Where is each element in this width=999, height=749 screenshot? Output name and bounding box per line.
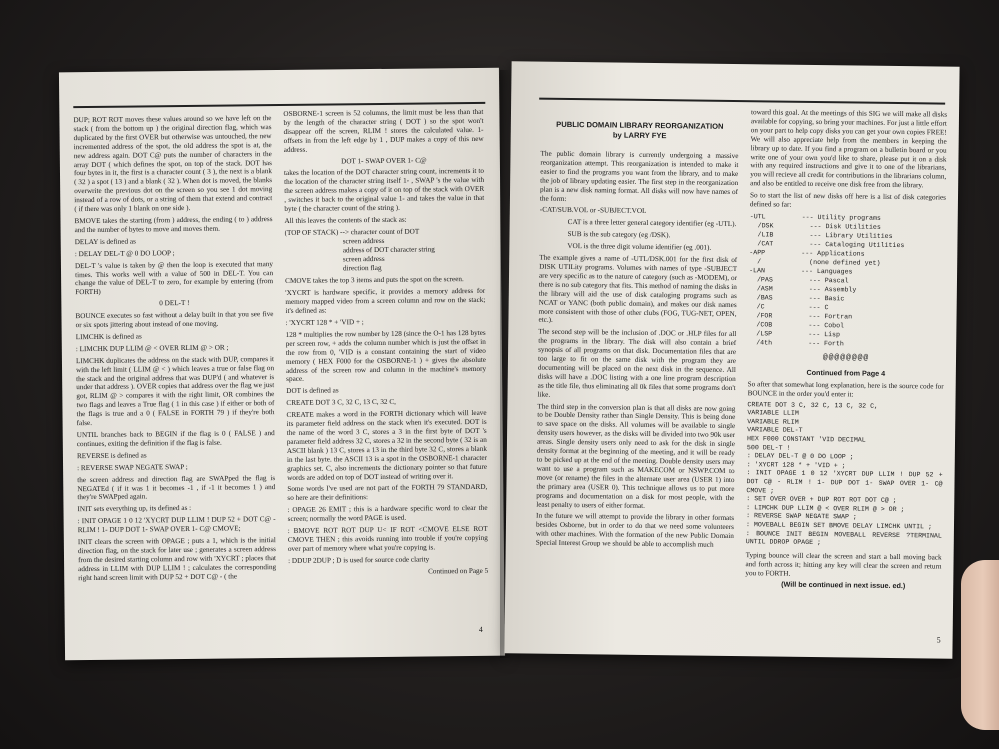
paragraph: UNTIL branches back to BEGIN if the flag is 0 ( FALSE ) and continues, exiting the definition if the flag is false. — [76, 429, 275, 449]
code-line: HEX F000 CONSTANT 'VID DECIMAL — [746, 435, 866, 444]
paragraph: CMOVE takes the top 3 items and puts the spot on the screen. — [285, 275, 464, 286]
code-line: : BOUNCE INIT BEGIN MOVEBALL REVERSE ?TERMINAL UNTIL DDROP OPAGE ; — [745, 529, 942, 547]
stack-top: (TOP OF STACK) --> character count of DOT — [284, 227, 420, 237]
category-desc: --- Library Utilities — [809, 231, 893, 240]
paragraph: takes the location of the DOT character string count, increments it to the location of the character string itself 1- , SWAP 's the value with the screen address makes a copy of it on top of the stack with OVER , switches it back to the original value 1- and takes the value in that byte ( the character count of the string ). — [283, 167, 485, 214]
left-page — [59, 68, 505, 661]
code-line: : LIMCHK DUP LLIM @ < OVER RLIM @ > OR ; — [746, 503, 905, 513]
paragraph: SUB is the sub category (eg /DSK). — [567, 230, 671, 240]
code-line: CREATE DOT 3 C, 32 C, 13 C, 32 C, — [747, 400, 879, 410]
category-desc: --- Utility programs — [801, 213, 881, 222]
paragraph: In the future we will attempt to provide the library in other formats besides Osborne, but in order to do that we need some volunteers with other machines. With the formation of the new Public Domain Special Interest Group we should be able to accomplish much — [535, 512, 735, 549]
stack-item: direction flag — [342, 263, 382, 272]
category-code: -LAN — [749, 267, 765, 275]
category-desc: --- Cataloging Utilities — [809, 240, 905, 250]
code-line: : SET OVER OVER + DUP ROT ROT DOT C@ ; — [746, 495, 897, 505]
code-line: : MOVEBALL BEGIN SET BMOVE DELAY LIMCHK UNTIL ; — [745, 521, 933, 531]
code-line: : INIT OPAGE 1 0 12 'XYCRT DUP LLIM ! DUP 52 + DOT C@ - RLIM ! 1- DUP DOT 1- SWAP OVER 1- C@ CMOVE; — [77, 515, 276, 535]
category-code: /ASM — [756, 285, 773, 293]
paragraph: INIT sets everything up, its defined as : — [77, 504, 192, 514]
category-desc: --- Cobol — [808, 321, 845, 330]
category-code: /C — [756, 303, 765, 311]
page-number: 5 — [936, 635, 941, 645]
category-desc: --- Forth — [808, 339, 844, 348]
code-line: : REVERSE SWAP NEGATE SWAP ; — [746, 512, 857, 521]
paragraph: INIT clears the screen with OPAGE ; puts a 1, which is the initial direction flag, on the stack for later use ; generates a screen address from the desired starting column and row with 'XYCRT ; places that address in LLIM with DUP LLIM ! ; calculates the corresponding right hand screen limit with DUP 52 + DOT C@ - ( the — [77, 536, 277, 582]
code-line: VARIABLE RLIM — [747, 417, 799, 426]
paragraph: The third step in the conversion plan is that all disks are now going to be Double Density rather than Single Density. This is being done to save space on the disks. All volumes will be available to single density users however, as the disks will be divided into two 90k user areas. Single density users only need to ask for the disk in single density format at the beginning of the meeting, and it will be ready to be picked up at the end of the meeting. Double density users may want to use a program such as MAKECOM or NSWP.COM to move (or rename) the files in the alternate user area (USER 1) into the primary area (USER 0). This technique allows us to put more programs and documentation on a disk for most people, with the least penalty to users of either format. — [536, 402, 736, 510]
paragraph: REVERSE is defined as — [76, 451, 147, 460]
stack-item: screen address — [342, 254, 385, 263]
paragraph: CAT is a three letter general category identifier (eg -UTL). — [567, 218, 737, 229]
paragraph: the screen address and direction flag are SWAPped the flag is NEGATEd ( if it was 1 it becomes -1 , if -1 it becomes 1 ) and they're SWAPped again. — [77, 473, 276, 502]
paragraph: The example gives a name of -UTL/DSK.001 for the first disk of DISK UTILity programs. Volumes with names of type -SUBJECT are very specific as to the nature of category (such as -MODEM), or there is no sub category that fits. This method of naming the disks in the library will aid the use of disk cataloging programs such as NCAT or YANC (both public domain), and makes our disk names more consistent with those of other clubs (FOG, TUG-NET, OPEN, etc.). — [538, 253, 738, 325]
right-page-column-2 — [744, 108, 947, 650]
code-line: 500 DEL-T ! — [746, 443, 791, 452]
hand-holding-page — [961, 560, 999, 730]
paragraph: BMOVE takes the starting (from ) address, the ending ( to ) address and the number of bytes to move and moves them. — [74, 215, 273, 235]
category-code: /COB — [756, 321, 773, 329]
category-code: /CAT — [757, 240, 774, 248]
category-desc: --- Disk Utilities — [809, 222, 881, 231]
category-code: -UTL — [749, 213, 766, 221]
article-title-text: PUBLIC DOMAIN LIBRARY REORGANIZATION — [556, 119, 724, 131]
paragraph: BOUNCE executes so fast without a delay built in that you see five or six spots jittering about instead of one moving. — [75, 310, 274, 330]
continued-next: (Will be continued in next issue. ed.) — [781, 580, 906, 591]
category-desc: --- Applications — [801, 249, 865, 258]
code-line: : 'XYCRT 128 * + 'VID + ; — [285, 318, 364, 327]
article-title — [541, 120, 739, 142]
star-divider: @@@@@@@@ — [822, 353, 870, 363]
code-line: : DELAY DEL-T @ 0 DO LOOP ; — [74, 248, 175, 258]
category-code: /LIB — [757, 231, 774, 239]
paragraph: DOT is defined as — [286, 386, 339, 396]
paragraph: The public domain library is currently undergoing a massive reorganization attempt. This reorganization is intended to make it easier to find the programs you want from the library, and to make the job of library updating easier. The first step in the reorganization plan is a new disk naming format. All disks will now have names of the form: — [539, 149, 739, 203]
category-desc: --- Languages — [801, 267, 853, 276]
category-code: -APP — [749, 249, 766, 257]
category-desc: --- Lisp — [808, 330, 841, 339]
paragraph: : OPAGE 26 EMIT ; this is a hardware specific word to clear the screen; normally the word PAGE is used. — [287, 504, 488, 524]
category-code: /LSP — [756, 330, 773, 338]
header-rule — [539, 98, 945, 105]
category-code: / — [757, 258, 762, 266]
paragraph: DEL-T 's value is taken by @ then the loop is executed that many times. This works well with a value of 500 in DEL-T. You can change the value of DEL-T to zero, for example by entering (from FORTH) — [74, 259, 274, 297]
category-desc: --- C — [808, 303, 829, 312]
continued-note: Continued on Page 5 — [428, 566, 489, 576]
paragraph: OSBORNE-1 screen is 52 columns, the limit must be less than that by the length of the character string ( DOT ) so the spot won't disappear off the screen, RLIM ! stores the calculated value. 1- offsets in from the left edge by 1 , DUP makes a copy of this new address. — [283, 107, 484, 154]
category-desc: --- Fortran — [808, 312, 853, 321]
paragraph: So after that somewhat long explanation, here is the source code for BOUNCE in the order you'd enter it: — [747, 379, 944, 399]
paragraph: So to start the list of new disks off here is a list of disk categories defined so far: — [749, 191, 947, 209]
code-line: : DELAY DEL-T @ 0 DO LOOP ; — [746, 452, 854, 461]
category-desc: --- Pascal — [808, 276, 849, 285]
paragraph: 'XYCRT is hardware specific, it provides a memory address for memory mapped video from a screen column and row on the stack; it's defined as: — [285, 287, 486, 316]
continued-heading: Continued from Page 4 — [806, 367, 886, 378]
stack-item: address of DOT character string — [342, 245, 435, 255]
code-line: : REVERSE SWAP NEGATE SWAP ; — [77, 462, 188, 472]
paragraph: 128 * multiplies the row number by 128 (since the O-1 has 128 bytes per screen row, + adds the column number which is just the offset in the row from 0, 'VID is a constant containing the start of video memory ( HEX F000 for the OSBORNE-1 ) + gives the absolute address of the screen row and column in the machine's memory space. — [285, 328, 487, 384]
left-page-column-2 — [283, 108, 488, 630]
right-page-column-1 — [535, 112, 739, 642]
paragraph: DELAY is defined as — [74, 237, 136, 246]
paragraph: -CAT/SUB.VOL or -SUBJECT.VOL — [539, 206, 647, 216]
paragraph: All this leaves the contents of the stack as: — [284, 215, 407, 225]
paragraph: Some words I've used are not part of the FORTH 79 STANDARD, so here are their definitions: — [287, 483, 488, 503]
left-page-column-1 — [73, 114, 276, 636]
header-rule — [73, 102, 485, 108]
stack-item: screen address — [342, 236, 385, 246]
paragraph: LIMCHK duplicates the address on the stack with DUP, compares it with the left limit ( LLIM @ < ) which leaves a true or false flag on the stack and the original address that was DUP'd ( and whatever is under that address ). OVER copies that address over the flag we just got, RLIM @ > compares it with the right limit, OR combines the two flags and leaves a True flag ( 1 in this case ) if either or both of the flags is true and a 0 ( FALSE in FORTH 79 ) if they're both false. — [75, 354, 275, 428]
category-row — [748, 338, 944, 349]
paragraph: The second step will be the inclusion of .DOC or .HLP files for all the programs in the library. The disk will also contain a brief synopsis of all programs on that disk. Documentation files that are too large to fit on the same disk with the program they are documenting will be placed on the next disk in the sequence. All disks will have a .DOC listing with a one line program description as the title file, thus eliminating all 0k files that some programs don't like. — [537, 327, 737, 399]
article-byline: by LARRY FYE — [612, 130, 667, 141]
page-number: 4 — [478, 624, 483, 634]
category-code: /4th — [756, 339, 773, 347]
paragraph: : BMOVE ROT ROT DUP U< IF ROT <CMOVE ELSE ROT CMOVE THEN ; this avoids running into trouble if you're copying over part of memory where what you're copying is. — [287, 524, 488, 553]
category-code: /FOR — [756, 312, 773, 320]
category-code: /PAS — [756, 276, 773, 284]
category-list — [748, 212, 946, 349]
code-line: DOT 1- SWAP OVER 1- C@ — [341, 156, 427, 165]
paragraph: Typing bounce will clear the screen and start a ball moving back and forth across it; hitting any key will clear the screen and return you to FORTH. — [745, 550, 942, 578]
paragraph: toward this goal. At the meetings of this SIG we will make all disks available for copying, so bring your machines. For just a little effort on your part to help copy disks you can get your own copies FREE! We will also appreciate help from the members in keeping the library up to date. If you find a program on a bulletin board or you write one of your own you'd like to share, please put it on a disk with any required instructions and give it to one of the librarians, you will recieve all credit for contributions in the librarians column, and also be entitled to receive one disk free from the library. — [750, 108, 948, 190]
category-desc: (none defined yet) — [809, 258, 881, 267]
code-line: : INIT OPAGE 1 0 12 'XYCRT DUP LLIM ! DUP 52 + DOT C@ - RLIM ! 1- DUP DOT 1- SWAP OVER 1- C@ CMOVE ; — [746, 469, 943, 495]
code-line: VARIABLE DEL-T — [747, 426, 803, 435]
source-code — [746, 401, 944, 549]
code-line: : 'XYCRT 128 * + 'VID + ; — [746, 460, 846, 470]
category-desc: --- Basic — [808, 294, 845, 303]
category-code: /DSK — [757, 222, 774, 230]
category-desc: --- Assembly — [808, 285, 857, 294]
paragraph: CREATE makes a word in the FORTH dictionary which will leave its parameter field address on the stack when it's executed. DOT is the name of the word 3 C, stores a 3 in the first byte of DOT 's parameter field address 32 C, stores a 32 in the second byte ( 32 is an ASCII blank ) 13 C, stores a 13 in the third byte 32 C, stores a blank in the last byte. the ASCII 13 is a spot in the OSBORNE-1 character graphics set. C, also increments the dictionary pointer so that future words are added on top of DOT instead of writing over it. — [286, 409, 488, 482]
paragraph: : DDUP 2DUP ; D is used for source code clarity — [288, 555, 430, 565]
code-line: : LIMCHK DUP LLIM @ < OVER RLIM @ > OR ; — [75, 343, 229, 354]
category-code: /BAS — [756, 294, 773, 302]
code-line: 0 DEL-T ! — [159, 299, 190, 308]
paragraph: VOL is the three digit volume identifier (eg .001). — [567, 242, 712, 252]
code-line: VARIABLE LLIM — [747, 409, 799, 418]
right-page — [504, 61, 959, 658]
paragraph: DUP; ROT ROT moves these values around so we have left on the stack ( from the bottom up ) the original direction flag, which was duplicated by the first OVER but otherwise was untouched, the new incremented address of the spot, the old address the spot is at, the new address again. DOT C@ puts the number of characters in the array DOT ( which defines the spot, on top of the stack. DOT has four bytes in it, the first is a character count ( 3 ), the next is a blank ( 32 ) a spot ( 13 ) and a blank ( 32 ). When dot is moved, the blanks overwrite the previous dot on the screen so you see 1 dot moving instead of a row of dots, or a string of them that extend and contract ( if there was only 1 blank on one side ). — [73, 114, 273, 214]
paragraph: LIMCHK is defined as — [75, 332, 142, 342]
code-line: CREATE DOT 3 C, 32 C, 13 C, 32 C, — [286, 398, 396, 408]
